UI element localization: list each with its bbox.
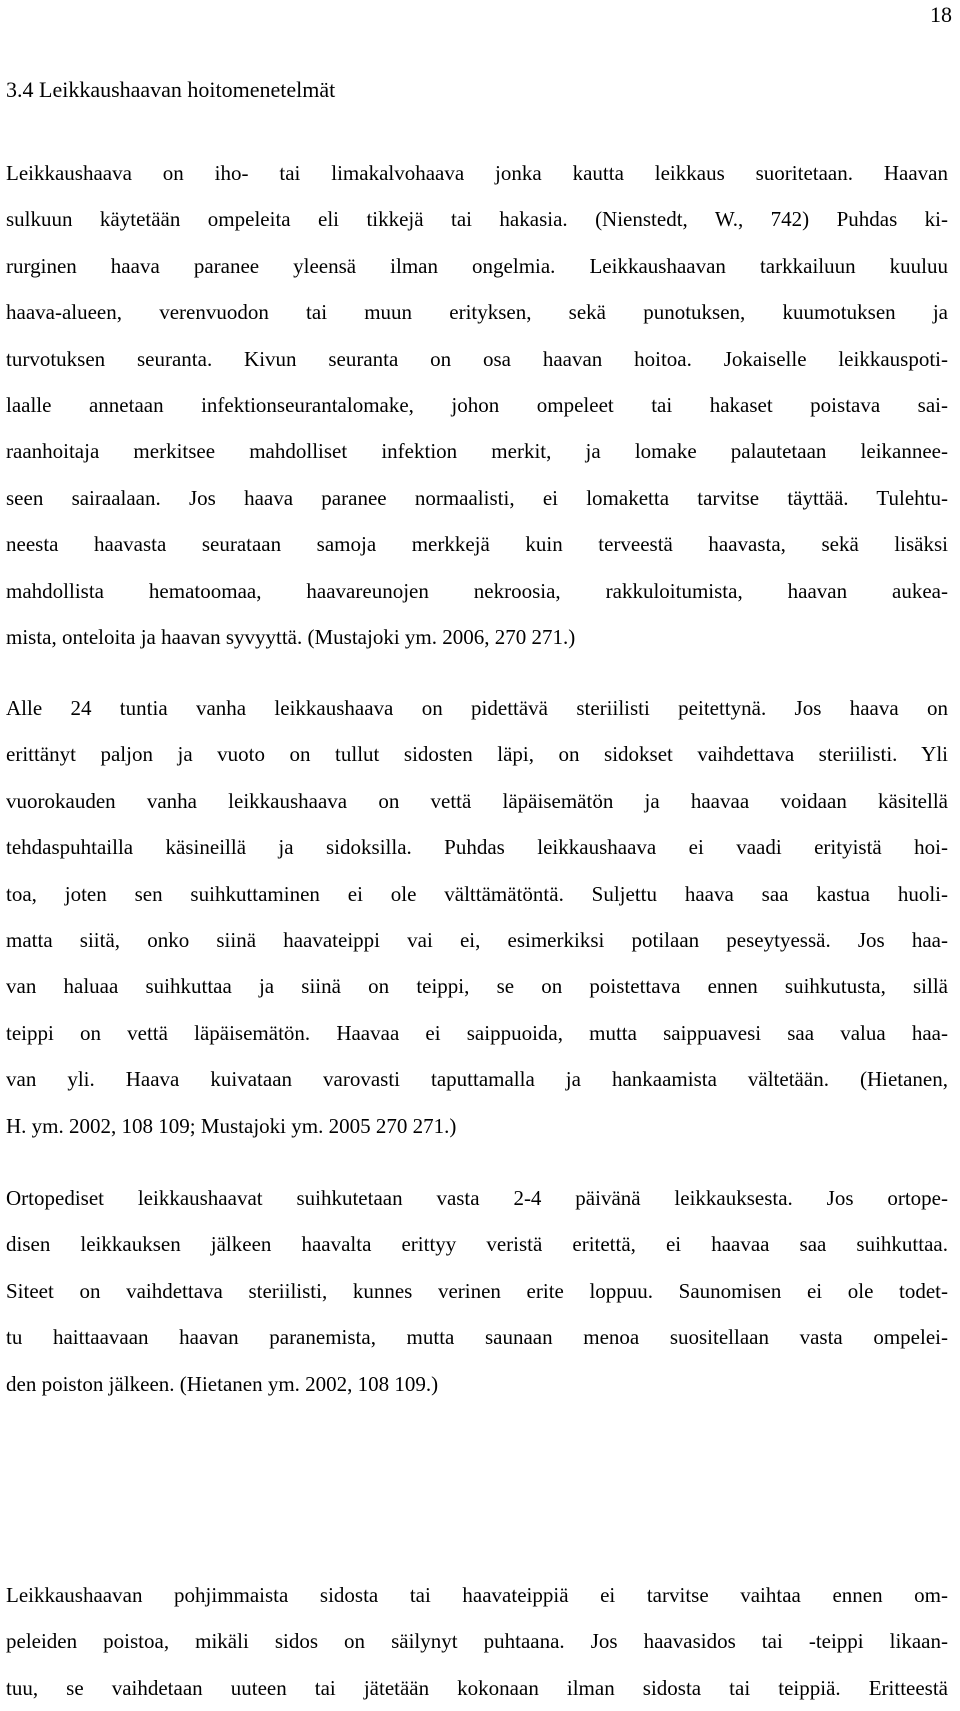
paragraph-line: sulkuun käytetään ompeleita eli tikkejä tai hakasia. (Nienstedt, W., 742) Puhdas ki- <box>6 207 948 232</box>
paragraph-4 <box>6 1572 948 1711</box>
paragraph-line: Leikkaushaavan pohjimmaista sidosta tai haavateippiä ei tarvitse vaihtaa ennen om- <box>6 1583 948 1607</box>
paragraph-line: Alle 24 tuntia vanha leikkaushaava on pidettävä steriilisti peitettynä. Jos haava on <box>6 696 948 720</box>
paragraph-line: mahdollista hematoomaa, haavareunojen nekroosia, rakkuloitumista, haavan aukea- <box>6 578 948 603</box>
paragraph-line: raanhoitaja merkitsee mahdolliset infektion merkit, ja lomake palautetaan leikannee- <box>6 439 948 464</box>
paragraph-line: turvotuksen seuranta. Kivun seuranta on osa haavan hoitoa. Jokaiselle leikkauspoti- <box>6 346 948 371</box>
paragraph-line: teippi on vettä läpäisemätön. Haavaa ei saippuoida, mutta saippuavesi saa valua haa- <box>6 1020 948 1045</box>
paragraph-1 <box>6 150 948 660</box>
paragraph-line: matta siitä, onko siinä haavateippi vai ei, esimerkiksi potilaan peseytyessä. Jos haa- <box>6 927 948 952</box>
paragraph-3 <box>6 1175 948 1407</box>
paragraph-line: peleiden poistoa, mikäli sidos on säilynyt puhtaana. Jos haavasidos tai -teippi likaan- <box>6 1629 948 1654</box>
paragraph-line: laalle annetaan infektionseurantalomake, johon ompeleet tai hakaset poistava sai- <box>6 392 948 417</box>
paragraph-line: toa, joten sen suihkuttaminen ei ole välttämätöntä. Suljettu haava saa kastua huoli- <box>6 881 948 906</box>
paragraph-line: Siteet on vaihdettava steriilisti, kunnes verinen erite loppuu. Saunomisen ei ole todet- <box>6 1278 948 1303</box>
paragraph-line: neesta haavasta seurataan samoja merkkejä kuin terveestä haavasta, sekä lisäksi <box>6 532 948 557</box>
paragraph-line: rurginen haava paranee yleensä ilman ongelmia. Leikkaushaavan tarkkailuun kuuluu <box>6 253 948 278</box>
paragraph-line-last: den poiston jälkeen. (Hietanen ym. 2002, 108 109.) <box>6 1371 439 1396</box>
paragraph-line: haava-alueen, verenvuodon tai muun erityksen, sekä punotuksen, kuumotuksen ja <box>6 300 948 325</box>
paragraph-line: erittänyt paljon ja vuoto on tullut sidosten läpi, on sidokset vaihdettava steriilisti. Yli <box>6 742 948 767</box>
paragraph-line: Leikkaushaava on iho- tai limakalvohaava jonka kautta leikkaus suoritetaan. Haavan <box>6 161 948 185</box>
paragraph-line: tehdaspuhtailla käsineillä ja sidoksilla. Puhdas leikkaushaava ei vaadi erityistä hoi- <box>6 835 948 860</box>
page-number: 18 <box>930 2 952 27</box>
paragraph-line: Ortopediset leikkaushaavat suihkutetaan vasta 2-4 päivänä leikkauksesta. Jos ortope- <box>6 1186 948 1210</box>
paragraph-line: disen leikkauksen jälkeen haavalta erittyy veristä eritettä, ei haavaa saa suihkuttaa. <box>6 1232 948 1257</box>
paragraph-line: tu haittaavaan haavan paranemista, mutta saunaan menoa suositellaan vasta ompelei- <box>6 1325 948 1350</box>
paragraph-line: seen sairaalaan. Jos haava paranee normaalisti, ei lomaketta tarvitse täyttää. Tulehtu- <box>6 485 948 510</box>
paragraph-line: vuorokauden vanha leikkaushaava on vettä läpäisemätön ja haavaa voidaan käsitellä <box>6 788 948 813</box>
paragraph-line-last: mista, onteloita ja haavan syvyyttä. (Mustajoki ym. 2006, 270 271.) <box>6 624 576 649</box>
paragraph-2 <box>6 685 948 1149</box>
paragraph-line: van haluaa suihkuttaa ja siinä on teippi, se on poistettava ennen suihkutusta, sillä <box>6 974 948 999</box>
section-heading: 3.4 Leikkaushaavan hoitomenetelmät <box>6 77 336 102</box>
paragraph-line-last: H. ym. 2002, 108 109; Mustajoki ym. 2005 270 271.) <box>6 1113 457 1138</box>
paragraph-line: tuu, se vaihdetaan uuteen tai jätetään kokonaan ilman sidosta tai teippiä. Eritteestä <box>6 1675 948 1700</box>
paragraph-line: van yli. Haava kuivataan varovasti taputtamalla ja hankaamista vältetään. (Hietanen, <box>6 1067 948 1092</box>
